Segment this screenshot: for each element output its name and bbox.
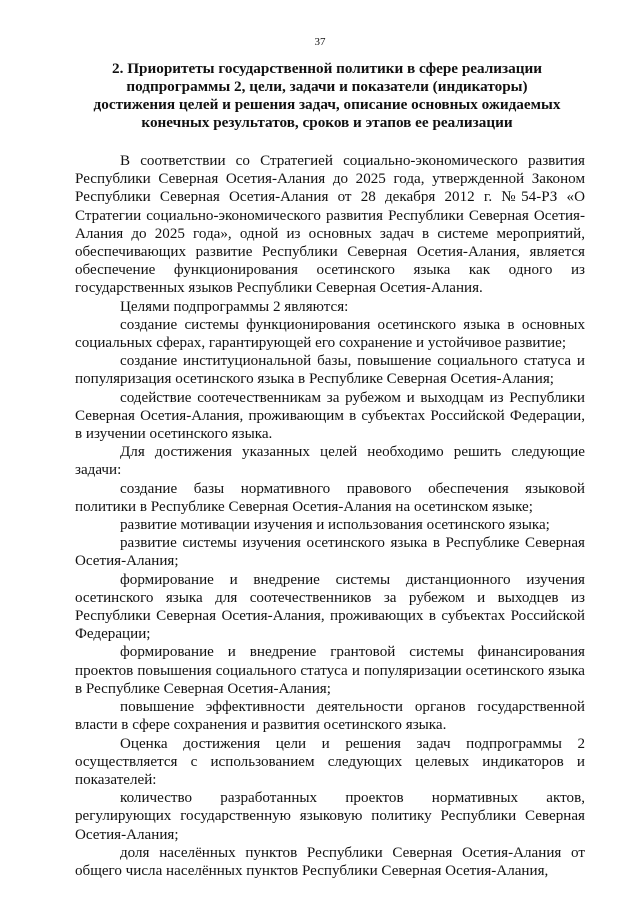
paragraph-task-6: повышение эффективности деятельности органов государственной власти в сфере сохранения и развития осетинского языка.	[75, 699, 585, 734]
paragraph-goals-intro: Целями подпрограммы 2 являются:	[120, 298, 349, 315]
paragraph-strategy: В соответствии со Стратегией социально-экономического развития Республики Северная Осетия-Алания до 2025 года, утвержденной Законом Республики Северная Осетия-Алания от 28 декабря 2012 г. №54-РЗ «О Стратегии социально-экономического развития Республики Северная Осетия-Алания до 2025 года», одной из основных задач в системе мероприятий, обеспечивающих развитие Республики Северная Осетия-Алания, является обеспечение функционирования осетинского языка как одного из государственных языков Республики Северная Осетия-Алания.	[75, 153, 585, 297]
paragraph-task-2: развитие мотивации изучения и использования осетинского языка;	[120, 517, 550, 534]
paragraph-task-4: формирование и внедрение системы дистанционного изучения осетинского языка для соотечественников за рубежом и выходцев из Республики Северная Осетия-Алания, проживающих в субъектах Российской Федерации;	[75, 571, 585, 643]
section-heading: 2. Приоритеты государственной политики в сфере реализации подпрограммы 2, цели, задачи и показатели (индикаторы) достижения целей и решения задач, описание основных ожидаемых конечных результатов, сроков и этапов ее реализации	[93, 60, 561, 131]
paragraph-tasks-intro: Для достижения указанных целей необходимо решить следующие задачи:	[75, 444, 585, 479]
paragraph-task-5: формирование и внедрение грантовой системы финансирования проектов повышения социального статуса и популяризации осетинского языка в Республике Северная Осетия-Алания;	[75, 644, 585, 697]
paragraph-goal-3: содействие соотечественникам за рубежом и выходцам из Республики Северная Осетия-Алания, проживающим в субъектах Российской Федерации, в изучении осетинского языка.	[75, 389, 585, 443]
paragraph-task-1: создание базы нормативного правового обеспечения языковой политики в Республике Северная Осетия-Алания на осетинском языке;	[75, 480, 585, 515]
page-number: 37	[314, 36, 326, 48]
paragraph-task-3: развитие системы изучения осетинского языка в Республике Северная Осетия-Алания;	[75, 535, 585, 570]
body-text	[75, 152, 585, 880]
paragraph-indicator-1: количество разработанных проектов нормативных актов, регулирующих государственную языковую политику Республики Северная Осетия-Алания;	[75, 790, 585, 843]
paragraph-goal-2: создание институциональной базы, повышение социального статуса и популяризация осетинского языка в Республике Северная Осетия-Алания;	[75, 353, 585, 388]
paragraph-goal-1: создание системы функционирования осетинского языка в основных социальных сферах, гарантирующей его сохранение и устойчивое развитие;	[75, 316, 585, 352]
paragraph-indicators-intro: Оценка достижения цели и решения задач подпрограммы 2 осуществляется с использованием следующих целевых индикаторов и показателей:	[75, 735, 585, 788]
paragraph-indicator-2: доля населённых пунктов Республики Северная Осетия-Алания от общего числа населённых пунктов Республики Северная Осетия-Алания,	[75, 844, 585, 879]
